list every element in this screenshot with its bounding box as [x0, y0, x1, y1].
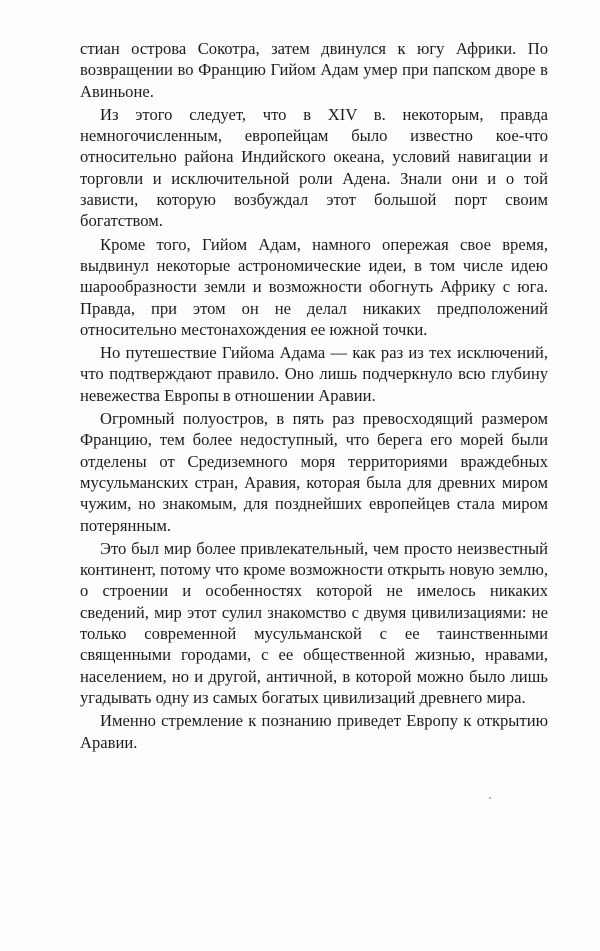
paragraph-4: Но путешествие Гийома Адама — как раз из тех исключений, что подтверждают правило. Оно лишь подчеркнуло всю глубину невежества Европы в отношении Аравии.: [80, 343, 548, 405]
paragraph-1: стиан острова Сокотра, затем двинулся к югу Африки. По возвращении во Францию Гийом Адам умер при папском дворе в Авиньоне.: [80, 39, 548, 101]
paragraph-2: Из этого следует, что в XIV в. некоторым, правда немногочисленным, европейцам было известно кое-что относительно района Индийского океана, условий навигации и торговли и исключительной роли Адена. Знали они и о той зависти, которую возбуждал этот большой порт своим богатством.: [80, 104, 548, 231]
paragraph-3: Кроме того, Гийом Адам, намного опережая свое время, выдвинул некоторые астрономические идеи, в том числе идею шарообразности земли и возможности обогнуть Африку с юга. Правда, при этом он не делал никаких предположений относительно местонахождения ее южной точки.: [80, 234, 548, 339]
paragraph-5: Огромный полуостров, в пять раз превосходящий размером Францию, тем более недоступный, что берега его морей были отделены от Средиземного моря территориями враждебных мусульманских стран, Аравия, которая была для древних миром чужим, но знакомым, для позднейших европейцев стала миром потерянным.: [80, 409, 548, 535]
paragraph-6: Это был мир более привлекательный, чем просто неизвестный континент, потому что кроме возможности открыть новую землю, о строении и особенностях которой не имелось никаких сведений, мир этот сулил знакомство с двумя цивилизациями: не только современной мусульманской с ее таинственными священными городами, с ее общественной жизнью, нравами, населением, но и другой, античной, в которой можно было лишь угадывать одну из самых богатых цивилизаций древнего мира.: [80, 538, 548, 707]
body-text: [80, 38, 548, 753]
paragraph-7: Именно стремление к познанию приведет Европу к открытию Аравии.: [80, 711, 548, 752]
print-speck: [489, 797, 491, 799]
